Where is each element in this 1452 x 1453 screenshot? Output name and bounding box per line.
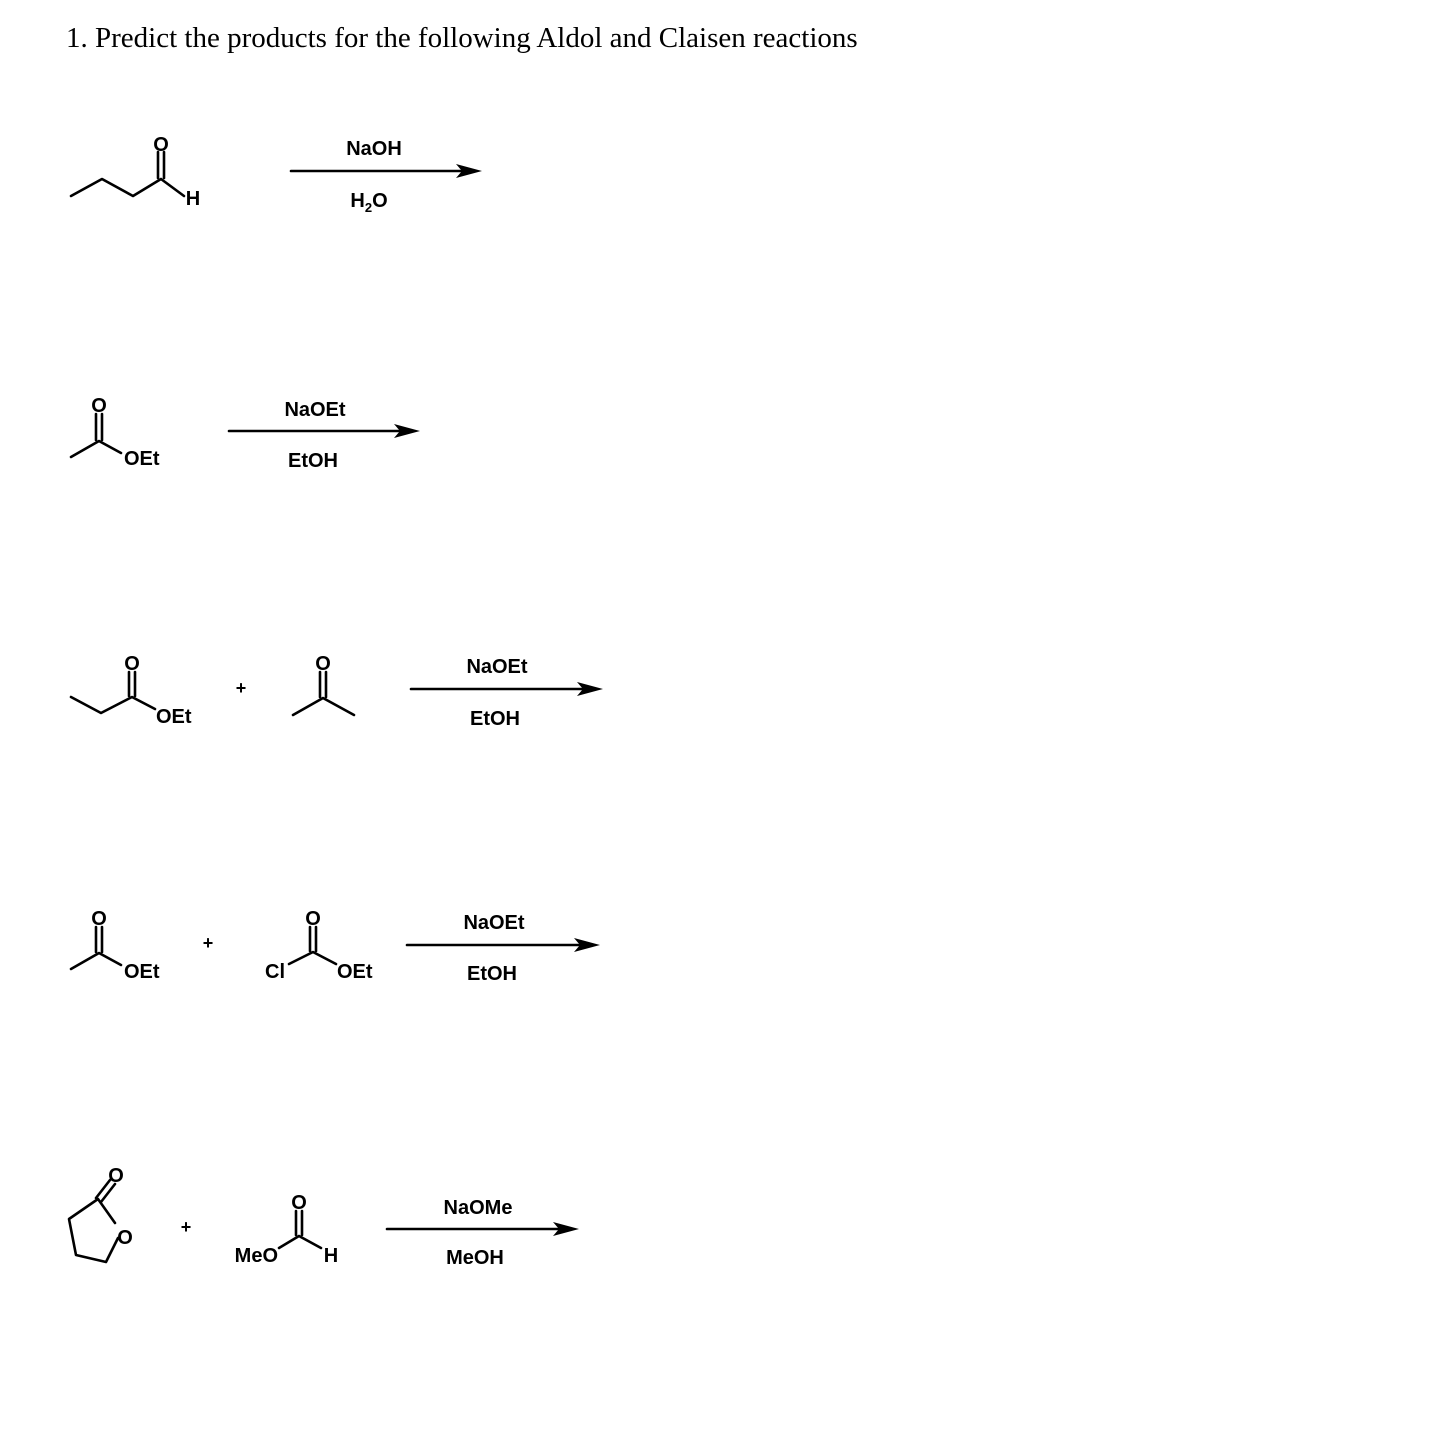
reactant-ethyl-acetate	[71, 395, 160, 470]
reactant-ethyl-acetate	[71, 908, 160, 983]
acetone-oxygen-label: O	[315, 653, 331, 675]
methyl-formate-meo-label: MeO	[234, 1245, 278, 1267]
reagent-top: NaOEt	[284, 399, 346, 421]
reaction-arrow	[291, 164, 482, 178]
reaction-1	[71, 134, 482, 215]
methyl-formate-oxygen-label: O	[291, 1192, 307, 1214]
reagent-top: NaOMe	[443, 1197, 513, 1219]
reaction-4	[71, 908, 600, 985]
ethyl-propanoate-oet-label: OEt	[156, 706, 192, 728]
ethyl-propanoate-oxygen-label: O	[124, 653, 140, 675]
reagent-bottom: EtOH	[288, 450, 338, 472]
ethyl-propanoate-chain-bond	[71, 697, 155, 713]
butanal-chain-bond	[71, 179, 184, 196]
reagent-bottom-rest: O	[372, 190, 388, 212]
reaction-2	[71, 395, 420, 472]
reagent-bottom: EtOH	[467, 963, 517, 985]
reactant-butanal	[71, 134, 200, 210]
reagent-bottom: MeOH	[446, 1247, 504, 1269]
reaction-arrow	[229, 424, 420, 438]
ethyl-acetate-oxygen-label: O	[91, 908, 107, 930]
chloroformate-chlorine-label: Cl	[265, 961, 285, 983]
reagent-bottom-subscript: 2	[364, 200, 373, 215]
methyl-formate-hydrogen-label: H	[323, 1245, 339, 1267]
reactant-ethyl-chloroformate	[265, 908, 373, 983]
acetone-chain-bond	[293, 698, 354, 715]
reactant-gamma-butyrolactone	[69, 1165, 133, 1262]
plus-sign: +	[235, 678, 247, 698]
chloroformate-chain-bond	[289, 952, 336, 964]
lactone-carbonyl-oxygen-label: O	[108, 1165, 124, 1187]
reaction-arrow	[407, 938, 600, 952]
reaction-arrow	[387, 1222, 579, 1236]
reagent-bottom-main: H	[350, 190, 365, 212]
plus-sign: +	[202, 933, 214, 953]
reactant-methyl-formate	[235, 1192, 339, 1267]
ethyl-acetate-oet-label: OEt	[124, 448, 160, 470]
plus-sign: +	[180, 1217, 192, 1237]
reagent-bottom	[350, 190, 387, 215]
reaction-3	[71, 653, 603, 730]
methyl-formate-chain-bond	[279, 1236, 321, 1248]
reagent-bottom: EtOH	[470, 708, 520, 730]
lactone-ring-bond	[69, 1199, 118, 1262]
ethyl-acetate-oxygen-label: O	[91, 395, 107, 417]
question-heading: 1. Predict the products for the following Aldol and Claisen reactions	[66, 22, 858, 54]
ethyl-acetate-chain-bond	[71, 441, 121, 457]
ethyl-acetate-oet-label: OEt	[124, 961, 160, 983]
reagent-top: NaOEt	[463, 912, 525, 934]
reactant-acetone	[293, 653, 354, 715]
ethyl-acetate-chain-bond	[71, 953, 121, 969]
reaction-arrow	[411, 682, 603, 696]
lactone-ring-oxygen-label: O	[117, 1227, 133, 1249]
reagent-top: NaOEt	[466, 656, 528, 678]
reactant-ethyl-propanoate	[71, 653, 192, 728]
butanal-oxygen-label: O	[153, 134, 169, 156]
reaction-5	[69, 1165, 579, 1269]
chloroformate-oxygen-label: O	[305, 908, 321, 930]
reagent-top: NaOH	[346, 138, 402, 160]
chloroformate-oet-label: OEt	[337, 961, 373, 983]
butanal-hydrogen-label: H	[185, 188, 201, 210]
